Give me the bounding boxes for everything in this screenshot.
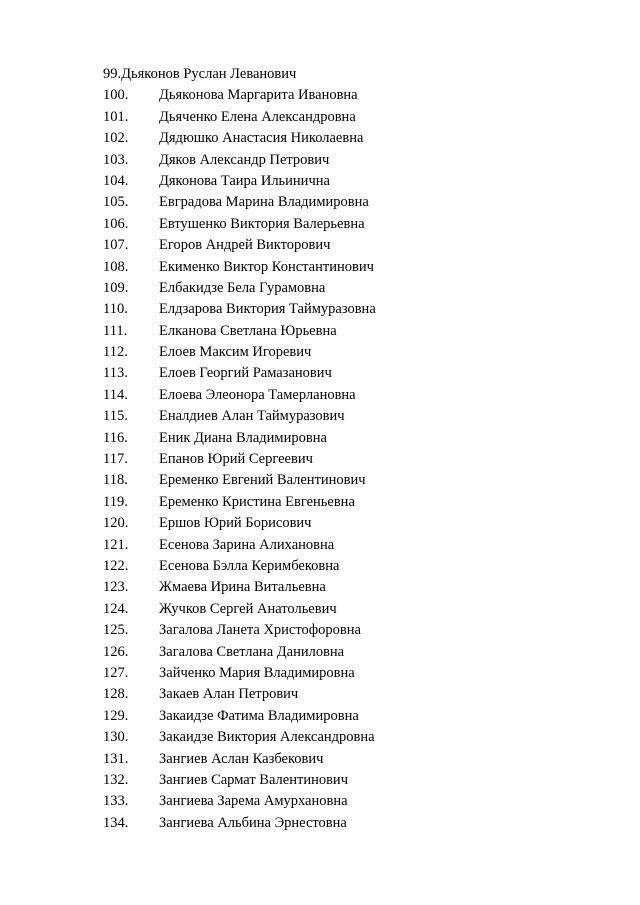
list-item-number: 118. bbox=[103, 472, 128, 489]
list-item bbox=[103, 791, 523, 812]
list-item-number: 119. bbox=[103, 493, 128, 510]
list-item bbox=[103, 492, 523, 513]
list-item bbox=[103, 385, 523, 406]
list-item-number: 104. bbox=[103, 172, 129, 189]
list-item-number: 110. bbox=[103, 301, 128, 318]
list-item bbox=[103, 150, 523, 171]
list-item-number: 111. bbox=[103, 322, 128, 339]
list-item-name: Есенова Бэлла Керимбековна bbox=[159, 557, 340, 574]
list-item-number: 120. bbox=[103, 515, 129, 532]
list-item bbox=[103, 684, 523, 705]
list-item-number: 131. bbox=[103, 750, 129, 767]
list-item bbox=[103, 299, 523, 320]
list-item-name: Загалова Ланета Христофоровна bbox=[159, 622, 361, 639]
list-item bbox=[103, 342, 523, 363]
list-item-name: Загалова Светлана Даниловна bbox=[159, 643, 345, 660]
list-item-name: Закаидзе Фатима Владимировна bbox=[159, 707, 359, 724]
list-item bbox=[103, 813, 523, 834]
list-item-name: Зангиев Сармат Валентинович bbox=[159, 771, 348, 788]
list-item-name: Епанов Юрий Сергеевич bbox=[159, 451, 313, 468]
list-item bbox=[103, 235, 523, 256]
list-item-number: 115. bbox=[103, 408, 128, 425]
list-item-name: Елканова Светлана Юрьевна bbox=[159, 322, 337, 339]
list-item-number: 128. bbox=[103, 686, 129, 703]
list-item-number: 124. bbox=[103, 600, 129, 617]
list-item-number: 134. bbox=[103, 814, 129, 831]
list-item bbox=[103, 363, 523, 384]
list-item-number: 130. bbox=[103, 729, 129, 746]
name-list bbox=[103, 64, 523, 834]
list-rows bbox=[103, 85, 523, 834]
list-item-name: Елдзарова Виктория Таймуразовна bbox=[159, 301, 376, 318]
list-item-name: Зайченко Мария Владимировна bbox=[159, 664, 355, 681]
list-item bbox=[103, 257, 523, 278]
list-item-number: 114. bbox=[103, 386, 128, 403]
list-item bbox=[103, 321, 523, 342]
list-item-number: 102. bbox=[103, 130, 129, 147]
list-item-first: 99.Дьяконов Руслан Леванович bbox=[103, 66, 297, 82]
list-item bbox=[103, 577, 523, 598]
list-item-number: 123. bbox=[103, 579, 129, 596]
list-item bbox=[103, 599, 523, 620]
list-item-name: Еник Диана Владимировна bbox=[159, 429, 327, 446]
list-item-name: Жмаева Ирина Витальевна bbox=[159, 579, 326, 596]
list-item bbox=[103, 171, 523, 192]
list-item-name: Евтушенко Виктория Валерьевна bbox=[159, 215, 365, 232]
list-item-number: 100. bbox=[103, 87, 129, 104]
list-item bbox=[103, 513, 523, 534]
list-item-number: 116. bbox=[103, 429, 128, 446]
list-item-name: Екименко Виктор Константинович bbox=[159, 258, 374, 275]
list-item bbox=[103, 535, 523, 556]
list-item-name: Дьяченко Елена Александровна bbox=[159, 108, 356, 125]
list-item-name: Елоев Георгий Рамазанович bbox=[159, 365, 332, 382]
list-item bbox=[103, 706, 523, 727]
list-item bbox=[103, 128, 523, 149]
list-item-number: 103. bbox=[103, 151, 129, 168]
list-item-name: Закаев Алан Петрович bbox=[159, 686, 299, 703]
list-item-name: Егоров Андрей Викторович bbox=[159, 237, 331, 254]
list-item bbox=[103, 663, 523, 684]
list-item-name: Зангиева Альбина Эрнестовна bbox=[159, 814, 347, 831]
list-item-number: 129. bbox=[103, 707, 129, 724]
list-item bbox=[103, 556, 523, 577]
list-item bbox=[103, 449, 523, 470]
list-item-number: 105. bbox=[103, 194, 129, 211]
list-item-name: Елбакидзе Бела Гурамовна bbox=[159, 279, 326, 296]
list-item-name: Дяконова Таира Ильинична bbox=[159, 172, 330, 189]
list-item bbox=[103, 749, 523, 770]
list-item-number: 126. bbox=[103, 643, 129, 660]
list-item-name: Зангиева Зарема Амурхановна bbox=[159, 793, 348, 810]
list-item-number: 132. bbox=[103, 771, 129, 788]
list-item bbox=[103, 642, 523, 663]
list-item bbox=[103, 727, 523, 748]
list-item bbox=[103, 428, 523, 449]
list-item bbox=[103, 107, 523, 128]
list-item bbox=[103, 620, 523, 641]
list-item-number: 117. bbox=[103, 451, 128, 468]
list-item-number: 125. bbox=[103, 622, 129, 639]
list-item-number: 101. bbox=[103, 108, 129, 125]
list-item bbox=[103, 470, 523, 491]
list-item-name: Дьяконова Маргарита Ивановна bbox=[159, 87, 358, 104]
list-item-number: 106. bbox=[103, 215, 129, 232]
list-item-name: Есенова Зарина Алихановна bbox=[159, 536, 335, 553]
list-item-number: 109. bbox=[103, 279, 129, 296]
list-item-name: Еременко Евгений Валентинович bbox=[159, 472, 366, 489]
list-item-name: Закаидзе Виктория Александровна bbox=[159, 729, 375, 746]
list-item bbox=[103, 278, 523, 299]
list-item-number: 122. bbox=[103, 557, 129, 574]
list-item-name: Елоев Максим Игоревич bbox=[159, 344, 312, 361]
list-item bbox=[103, 214, 523, 235]
list-item-number: 112. bbox=[103, 344, 128, 361]
list-item-name: Жучков Сергей Анатольевич bbox=[159, 600, 337, 617]
list-item-name: Евградова Марина Владимировна bbox=[159, 194, 369, 211]
list-item bbox=[103, 85, 523, 106]
list-item-number: 108. bbox=[103, 258, 129, 275]
list-item bbox=[103, 770, 523, 791]
list-item bbox=[103, 406, 523, 427]
list-item-number: 121. bbox=[103, 536, 129, 553]
list-item-number: 107. bbox=[103, 237, 129, 254]
list-item-number: 127. bbox=[103, 664, 129, 681]
list-item-name: Зангиев Аслан Казбекович bbox=[159, 750, 324, 767]
list-item-name: Дяков Александр Петрович bbox=[159, 151, 330, 168]
list-item bbox=[103, 192, 523, 213]
list-item-name: Еналдиев Алан Таймуразович bbox=[159, 408, 345, 425]
list-item-name: Елоева Элеонора Тамерлановна bbox=[159, 386, 356, 403]
list-item-name: Ершов Юрий Борисович bbox=[159, 515, 312, 532]
list-item-name: Еременко Кристина Евгеньевна bbox=[159, 493, 355, 510]
list-item-number: 113. bbox=[103, 365, 128, 382]
list-item-number: 133. bbox=[103, 793, 129, 810]
list-item-name: Дядюшко Анастасия Николаевна bbox=[159, 130, 364, 147]
